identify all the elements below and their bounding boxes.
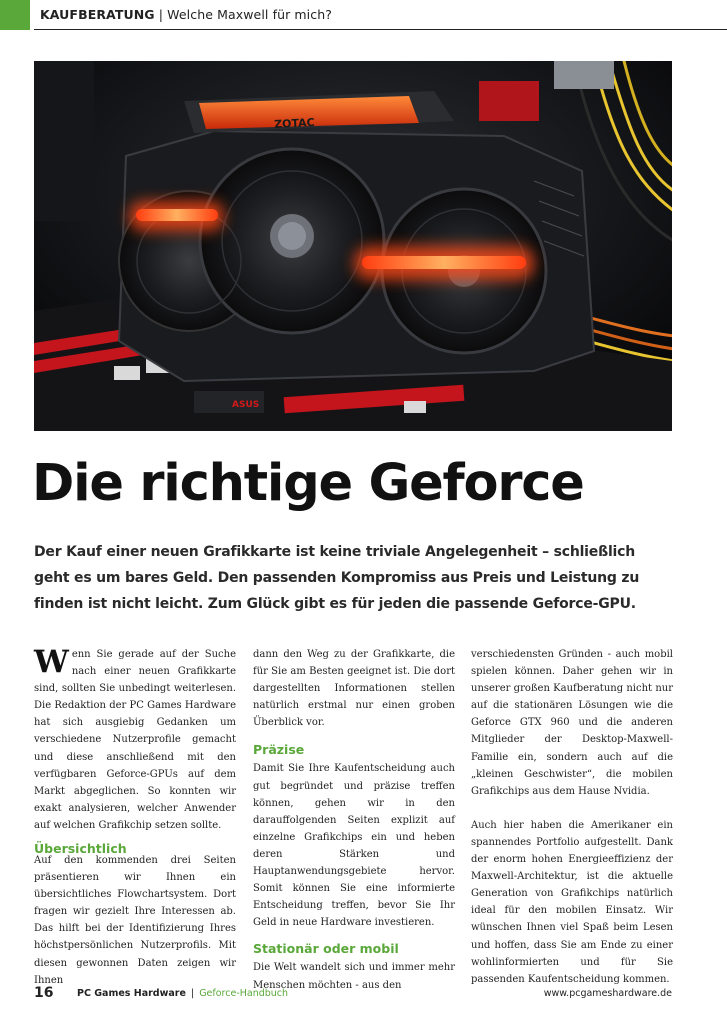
page-number: 16 <box>34 985 54 1001</box>
closing-paragraph: Auch hier haben die Amerikaner ein spannendes Portfolio aufgestellt. Dank der enorm hohen Energieeffizienz der Maxwell-Architektur, ist die aktuelle Generation von Grafikchips natürlich ideal für den mobilen Einsatz. Wir wünschen Ihnen viel Spaß beim Lesen und hoffen, dass Sie am Ende zu einer wohlinformierten und für Sie passenden Kaufentscheidung kommen. <box>471 819 673 985</box>
column-1-continued <box>34 852 236 989</box>
publication-name: PC Games Hardware <box>77 988 186 999</box>
section-heading-uebersichtlich: Übersichtlich <box>34 841 127 857</box>
column-1 <box>34 646 236 859</box>
section1-paragraph-end: dann den Weg zu der Grafikkarte, die für Sie am Besten geeignet ist. Die dort dargestellten Informationen stellen natürlich erstmal nur einen groben Überblick vor. <box>253 649 455 729</box>
article-lead: Der Kauf einer neuen Grafikkarte ist keine triviale Angelegenheit – schließlich geht es um bares Geld. Den passenden Kompromiss aus Preis und Leistung zu finden ist nicht leicht. Zum Glück gibt es für jeden die passende Geforce-GPU. <box>34 544 640 612</box>
header-separator: | <box>158 7 164 22</box>
intro-text: enn Sie gerade auf der Suche nach einer neuen Grafikkarte sind, sollten Sie unbedingt weiterlesen. Die Redaktion der PC Games Hardware hat sich ausgiebig Gedanken um verschiedene Nutzerprofile gemacht und diese anschließend mit den verfügbaren Geforce-GPUs auf dem Markt abgeglichen. So konnten wir exakt analysieren, welcher Anwender auf welchen Grafikchip setzen sollte. <box>34 649 236 831</box>
header-topic: Welche Maxwell für mich? <box>167 7 332 22</box>
header-section: KAUFBERATUNG <box>40 7 155 22</box>
article-headline: Die richtige Geforce <box>32 454 584 513</box>
brand-logo: ZOTAC <box>273 115 316 132</box>
section1-paragraph-start: Auf den kommenden drei Seiten präsentieren wir Ihnen ein übersichtliches Flowchartsystem. Dort fragen wir gezielt Ihre Interessen ab. Das hilft bei der Identifizierung Ihres höchstpersönlichen Nutzerprofils. Mit diesen gewonnen Daten zeigen wir Ihnen <box>34 855 236 986</box>
publication-line <box>77 988 288 999</box>
column-2 <box>253 646 455 994</box>
page-footer <box>0 985 727 1005</box>
section3-paragraph-start: Die Welt wandelt sich und immer mehr Menschen möchten - aus den <box>253 962 455 991</box>
header-rule <box>34 29 727 30</box>
footer-separator: | <box>190 988 195 999</box>
running-header <box>40 7 332 22</box>
section3-paragraph-end: verschiedensten Gründen - auch mobil spielen können. Daher gehen wir in unserer großen Kaufberatung nicht nur auf die stationären Lösungen wie die Geforce GTX 960 und die anderen Mitglieder der Desktop-Maxwell-Familie ein, sondern auch auf die „kleinen Geschwister“, die mobilen Grafikchips aus dem Hause Nvidia. <box>471 649 673 797</box>
intro-paragraph <box>34 646 236 834</box>
section-heading-praezise: Präzise <box>253 742 305 758</box>
section-color-tab <box>0 0 30 30</box>
section-heading-stationaer-oder-mobil: Stationär oder mobil <box>253 941 399 957</box>
column-3 <box>471 646 673 988</box>
section2-paragraph: Damit Sie Ihre Kaufentscheidung auch gut begründet und präzise treffen können, gehen wir in den darauffolgenden Seiten explizit auf einzelne Grafikchips ein und heben deren Stärken und Hauptanwendungsgebiete hervor. Somit können Sie eine informierte Entscheidung treffen, bevor Sie Ihr Geld in neue Hardware investieren. <box>253 763 455 929</box>
graphics-card-photo <box>34 61 672 431</box>
drop-cap: W <box>34 644 69 680</box>
board-logo: ASUS <box>232 400 260 410</box>
website-url: www.pcgameshardware.de <box>543 988 672 999</box>
issue-name: Geforce-Handbuch <box>199 988 289 999</box>
